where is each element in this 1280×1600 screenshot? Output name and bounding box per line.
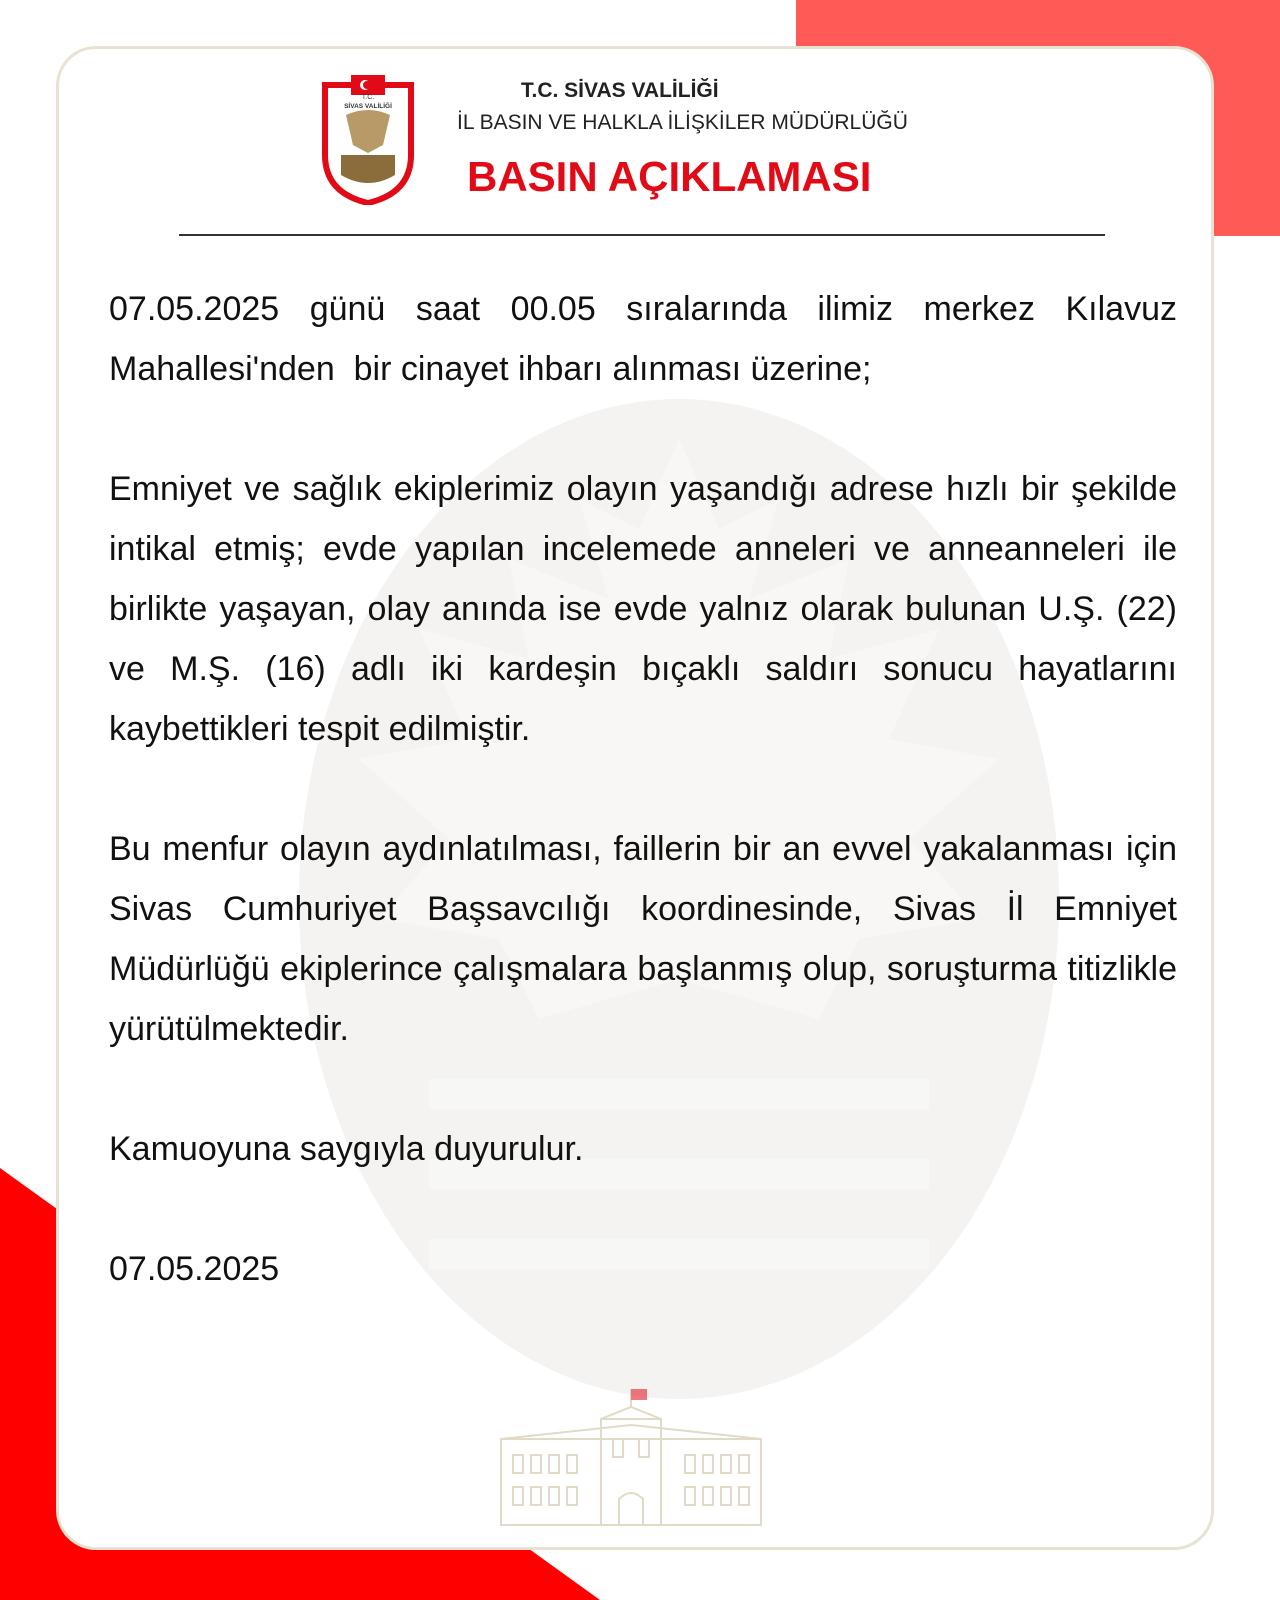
- release-date: 07.05.2025: [109, 1250, 280, 1288]
- paragraph-intro-line1: 07.05.2025 günü saat 00.05 sıralarında ilimiz merkez Kılavuz: [109, 290, 1177, 328]
- header-divider: [179, 234, 1105, 236]
- paragraph-closing: Kamuoyuna saygıyla duyurulur.: [109, 1130, 584, 1168]
- department-name: İL BASIN VE HALKLA İLİŞKİLER MÜDÜRLÜĞÜ: [457, 111, 908, 134]
- press-release-body: [109, 279, 1177, 1359]
- paragraph-incident: Emniyet ve sağlık ekiplerimiz olayın yaşandığı adrese hızlı bir şekilde intikal etmiş; evde yapılan incelemede anneleri ve anneanneleri ile birlikte yaşayan, olay anında ise evde yalnız olarak bulunan U.Ş. (22) ve M.Ş. (16) adlı iki kardeşin bıçaklı saldırı sonucu hayatlarını kaybettikleri tespit edilmiştir.: [109, 470, 1177, 748]
- press-release-card: [56, 46, 1214, 1550]
- svg-text:T.C.: T.C.: [361, 94, 375, 101]
- institution-name: T.C. SİVAS VALİLİĞİ: [521, 79, 719, 102]
- governorship-building-icon: [491, 1389, 771, 1529]
- paragraph-investigation: Bu menfur olayın aydınlatılması, faillerin bir an evvel yakalanması için Sivas Cumhuriyet Başsavcılığı koordinesinde, Sivas İl Emniyet Müdürlüğü ekiplerince çalışmalara başlanmış olup, soruşturma titizlikle yürütülmektedir.: [109, 830, 1177, 1048]
- sivas-governorship-crest-icon: [321, 75, 415, 205]
- page-title: BASIN AÇIKLAMASI: [467, 153, 872, 200]
- paragraph-intro: [109, 279, 1177, 399]
- svg-text:SİVAS VALİLİĞİ: SİVAS VALİLİĞİ: [344, 103, 392, 110]
- paragraph-intro-line2: Mahallesi'nden bir cinayet ihbarı alınması üzerine;: [109, 350, 872, 388]
